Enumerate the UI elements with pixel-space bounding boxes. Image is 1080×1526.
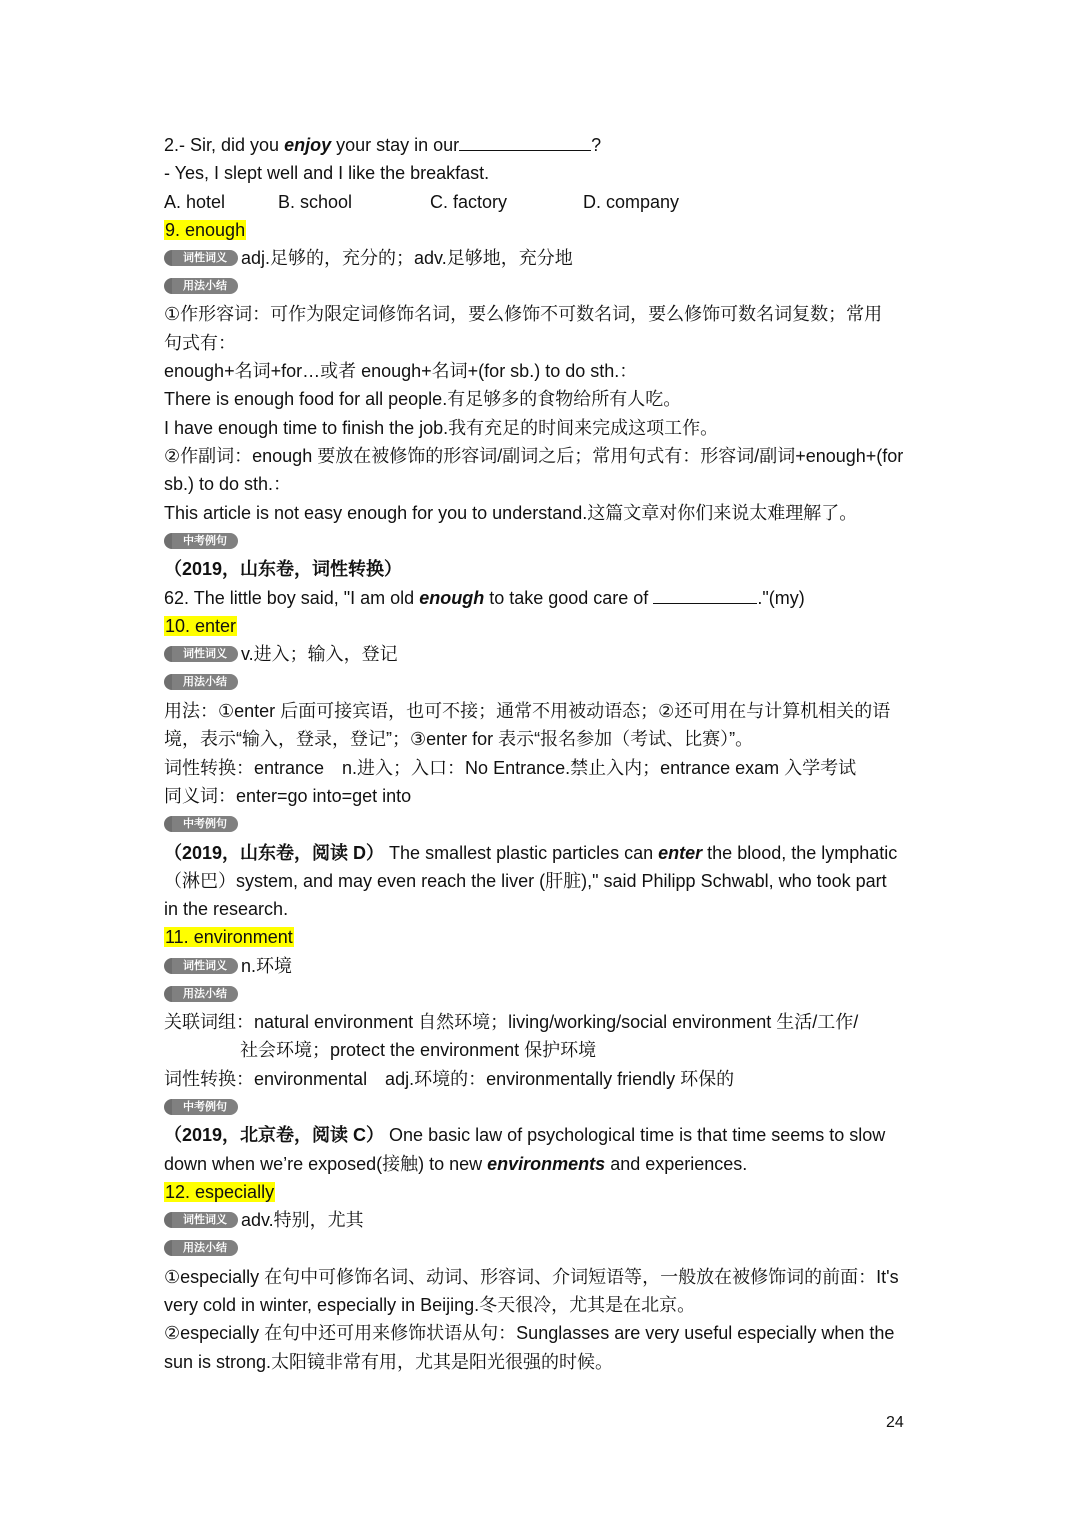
option-a: A. hotel — [164, 192, 226, 212]
tag-label: 词性词义 — [172, 646, 238, 662]
tag-label: 用法小结 — [172, 986, 238, 1002]
emphasis-word: enough — [419, 588, 485, 608]
usage-line: 社会环境；protect the environment 保护环境 — [240, 1040, 597, 1060]
tag-label: 词性词义 — [172, 1212, 238, 1228]
usage-line: 句式有： — [164, 333, 236, 353]
example-tag — [164, 1098, 238, 1116]
tag-label: 词性词义 — [172, 958, 238, 974]
usage-line: 关联词组：natural environment 自然环境；living/working/social environment 生活/工作/ — [164, 1012, 859, 1032]
emphasis-word: enter — [658, 843, 703, 863]
tag-label: 中考例句 — [172, 1099, 238, 1115]
text: 2.- Sir, did you — [164, 135, 285, 155]
tag-label: 中考例句 — [172, 816, 238, 832]
meaning-text: n.环境 — [241, 956, 293, 976]
usage-line: ②作副词：enough 要放在被修饰的形容词/副词之后；常用句式有：形容词/副词+enough+(for — [164, 446, 904, 466]
heading-text: 11. environment — [165, 927, 293, 947]
usage-tag — [164, 985, 238, 1003]
example-sentence — [164, 587, 805, 609]
tag-label: 中考例句 — [172, 533, 238, 549]
question-2-line-2: - Yes, I slept well and I like the breakfast. — [164, 163, 490, 183]
text: One basic law of psychological time is that time seems to slow — [384, 1125, 886, 1145]
usage-line: 词性转换：entrance n.进入；入口：No Entrance.禁止入内；entrance exam 入学考试 — [164, 758, 857, 778]
page-number: 24 — [886, 1414, 904, 1431]
text: to take good care of — [484, 588, 654, 608]
word-heading-enter — [164, 615, 237, 637]
meaning-tag — [164, 645, 238, 663]
usage-line: ①作形容词：可作为限定词修饰名词，要么修饰不可数名词，要么修饰可数名词复数；常用 — [164, 304, 883, 324]
answer-blank — [653, 587, 757, 604]
usage-line: 词性转换：environmental adj.环境的：environmentally friendly 环保的 — [164, 1069, 735, 1089]
usage-tag — [164, 673, 238, 691]
usage-line: sb.) to do sth.： — [164, 474, 292, 494]
usage-line: ②especially 在句中还可用来修饰状语从句：Sunglasses are very useful especially when the — [164, 1323, 895, 1343]
meaning-text: v.进入；输入，登记 — [241, 644, 398, 664]
example-sentence-cont — [164, 1153, 747, 1175]
emphasis-word: environments — [487, 1154, 606, 1174]
example-source: （2019，北京卷，阅读 C） — [164, 1125, 385, 1145]
emphasis-word: enjoy — [284, 135, 332, 155]
option-c: C. factory — [430, 192, 508, 212]
usage-line: 境，表示“输入，登录，登记”；③enter for 表示“报名参加（考试、比赛）”。 — [164, 729, 754, 749]
usage-line: enough+名词+for…或者 enough+名词+(for sb.) to do sth.： — [164, 361, 638, 381]
example-source: （2019，山东卷，阅读 D） — [164, 843, 385, 863]
text: ."(my) — [757, 588, 805, 608]
usage-line: There is enough food for all people.有足够多的食物给所有人吃。 — [164, 389, 682, 409]
text: down when we’re exposed(接触) to new — [164, 1154, 488, 1174]
answer-blank — [459, 134, 591, 151]
option-b: B. school — [278, 192, 353, 212]
usage-line: This article is not easy enough for you to understand.这篇文章对你们来说太难理解了。 — [164, 503, 858, 523]
text: ? — [591, 135, 602, 155]
usage-tag — [164, 1239, 238, 1257]
usage-line: ①especially 在句中可修饰名词、动词、形容词、介词短语等，一般放在被修饰词的前面：It's — [164, 1267, 899, 1287]
word-heading-especially — [164, 1181, 275, 1203]
example-sentence-cont: in the research. — [164, 899, 289, 919]
meaning-tag — [164, 1211, 238, 1229]
usage-line: very cold in winter, especially in Beijing.冬天很冷，尤其是在北京。 — [164, 1295, 696, 1315]
word-heading-enough — [164, 219, 246, 241]
usage-line: 同义词：enter=go into=get into — [164, 786, 412, 806]
example-sentence-cont: （淋巴）system, and may even reach the liver (肝脏)," said Philipp Schwabl, who took part — [164, 871, 887, 891]
tag-label: 用法小结 — [172, 278, 238, 294]
option-d: D. company — [583, 192, 680, 212]
text: your stay in our — [331, 135, 460, 155]
text: the blood, the lymphatic — [702, 843, 898, 863]
example-sentence — [164, 1124, 885, 1146]
tag-label: 用法小结 — [172, 1240, 238, 1256]
usage-tag — [164, 277, 238, 295]
tag-label: 词性词义 — [172, 250, 238, 266]
meaning-text: adv.特别，尤其 — [241, 1210, 364, 1230]
heading-text: 10. enter — [165, 616, 237, 636]
heading-text: 12. especially — [165, 1182, 275, 1202]
usage-line: sun is strong.太阳镜非常有用，尤其是阳光很强的时候。 — [164, 1352, 614, 1372]
meaning-tag — [164, 249, 238, 267]
example-tag — [164, 532, 238, 550]
usage-line: I have enough time to finish the job.我有充足的时间来完成这项工作。 — [164, 418, 719, 438]
usage-line: 用法：①enter 后面可接宾语，也可不接；通常不用被动语态；②还可用在与计算机相关的语 — [164, 701, 891, 721]
text: and experiences. — [605, 1154, 748, 1174]
question-2-line-1 — [164, 134, 601, 156]
heading-text: 9. enough — [165, 220, 246, 240]
example-sentence — [164, 842, 897, 864]
meaning-text: adj.足够的，充分的；adv.足够地，充分地 — [241, 248, 573, 268]
tag-label: 用法小结 — [172, 674, 238, 690]
text: 62. The little boy said, "I am old — [164, 588, 420, 608]
example-source: （2019，山东卷，词性转换） — [164, 559, 403, 579]
meaning-tag — [164, 957, 238, 975]
text: The smallest plastic particles can — [384, 843, 659, 863]
example-tag — [164, 815, 238, 833]
word-heading-environment — [164, 926, 294, 948]
